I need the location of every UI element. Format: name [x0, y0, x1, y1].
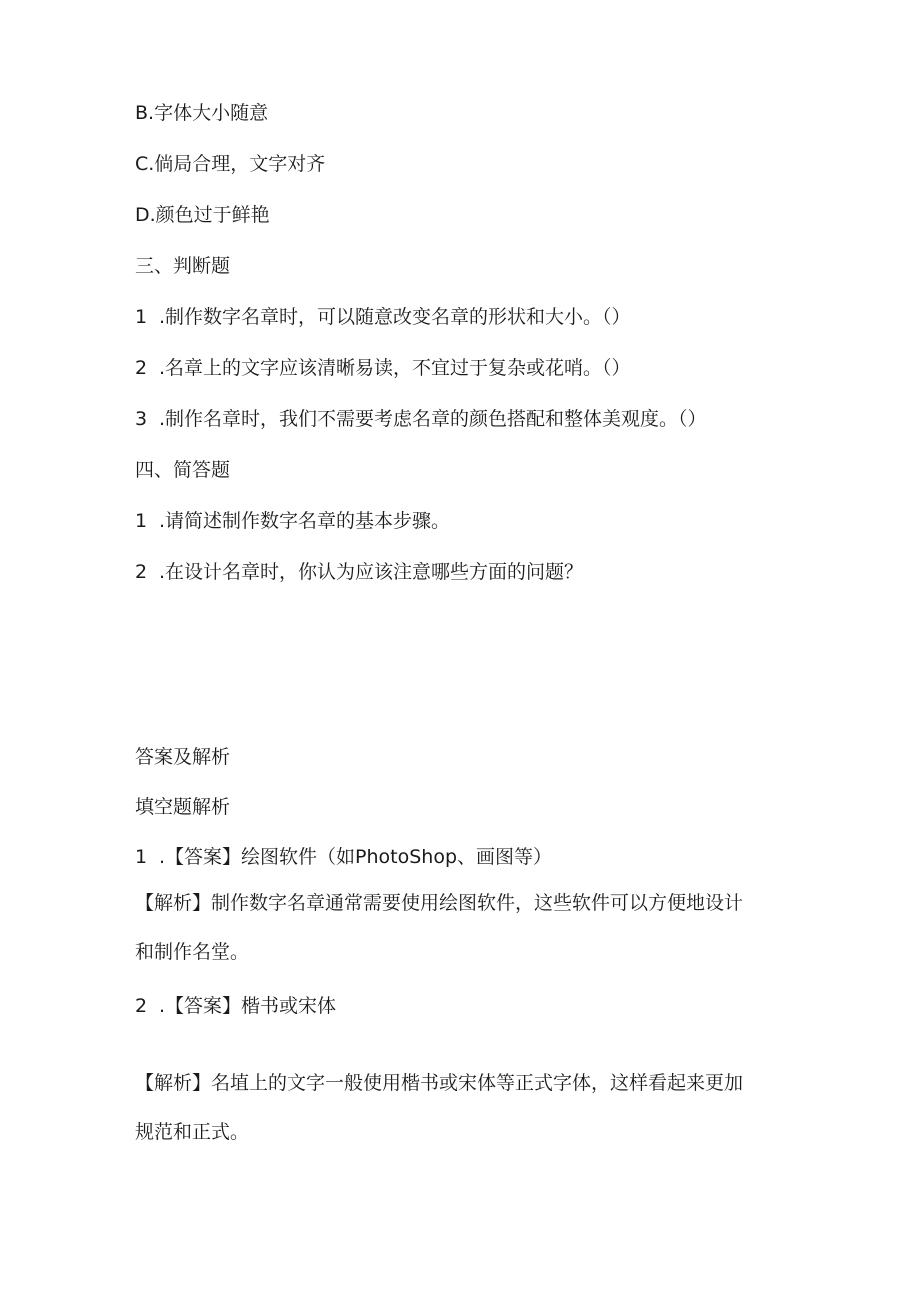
question-item: [135, 560, 583, 584]
question-text: .名章上的文字应该清晰易读，不宜过于复杂或花哨。（）: [159, 357, 631, 379]
answer-text: .【答案】楷书或宋体: [159, 995, 337, 1017]
answer-number: 1: [135, 846, 148, 868]
analysis-text: 【解析】制作数字名章通常需要使用绘图软件，这些软件可以方便地设计: [135, 892, 744, 914]
question-text: .制作名章时，我们不需要考虑名章的颜色搭配和整体美观度。（）: [159, 408, 707, 430]
option-c: C.倘局合理，文字对齐: [135, 153, 326, 175]
section-heading-true-false: 三、判断题: [135, 255, 231, 277]
question-item: [135, 305, 631, 329]
answer-number: 2: [135, 995, 148, 1017]
answer-item: [135, 994, 336, 1018]
question-number: 1: [135, 510, 148, 532]
analysis-text: 规范和正式。: [135, 1121, 250, 1143]
question-item: [135, 509, 450, 533]
answer-text: .【答案】绘图软件（如PhotoShop、画图等）: [159, 846, 553, 868]
question-text: .在设计名章时，你认为应该注意哪些方面的问题？: [159, 561, 584, 583]
question-text: .制作数字名章时，可以随意改变名章的形状和大小。（）: [159, 306, 631, 328]
answers-title: 答案及解析: [135, 746, 231, 768]
option-d: D.颜色过于鲜艳: [135, 204, 270, 226]
option-b: B.字体大小随意: [135, 102, 269, 124]
question-number: 2: [135, 561, 148, 583]
question-text: .请简述制作数字名章的基本步骤。: [159, 510, 451, 532]
section-heading-short-answer: 四、简答题: [135, 459, 231, 481]
question-number: 3: [135, 408, 148, 430]
question-item: [135, 407, 707, 431]
answers-subtitle: 填空题解析: [135, 796, 231, 818]
answer-item: [135, 845, 552, 869]
analysis-text: 和制作名堂。: [135, 941, 250, 963]
question-number: 1: [135, 306, 148, 328]
question-number: 2: [135, 357, 148, 379]
question-item: [135, 356, 631, 380]
analysis-text: 【解析】名埴上的文字一般使用楷书或宋体等正式字体，这样看起来更加: [135, 1072, 744, 1094]
